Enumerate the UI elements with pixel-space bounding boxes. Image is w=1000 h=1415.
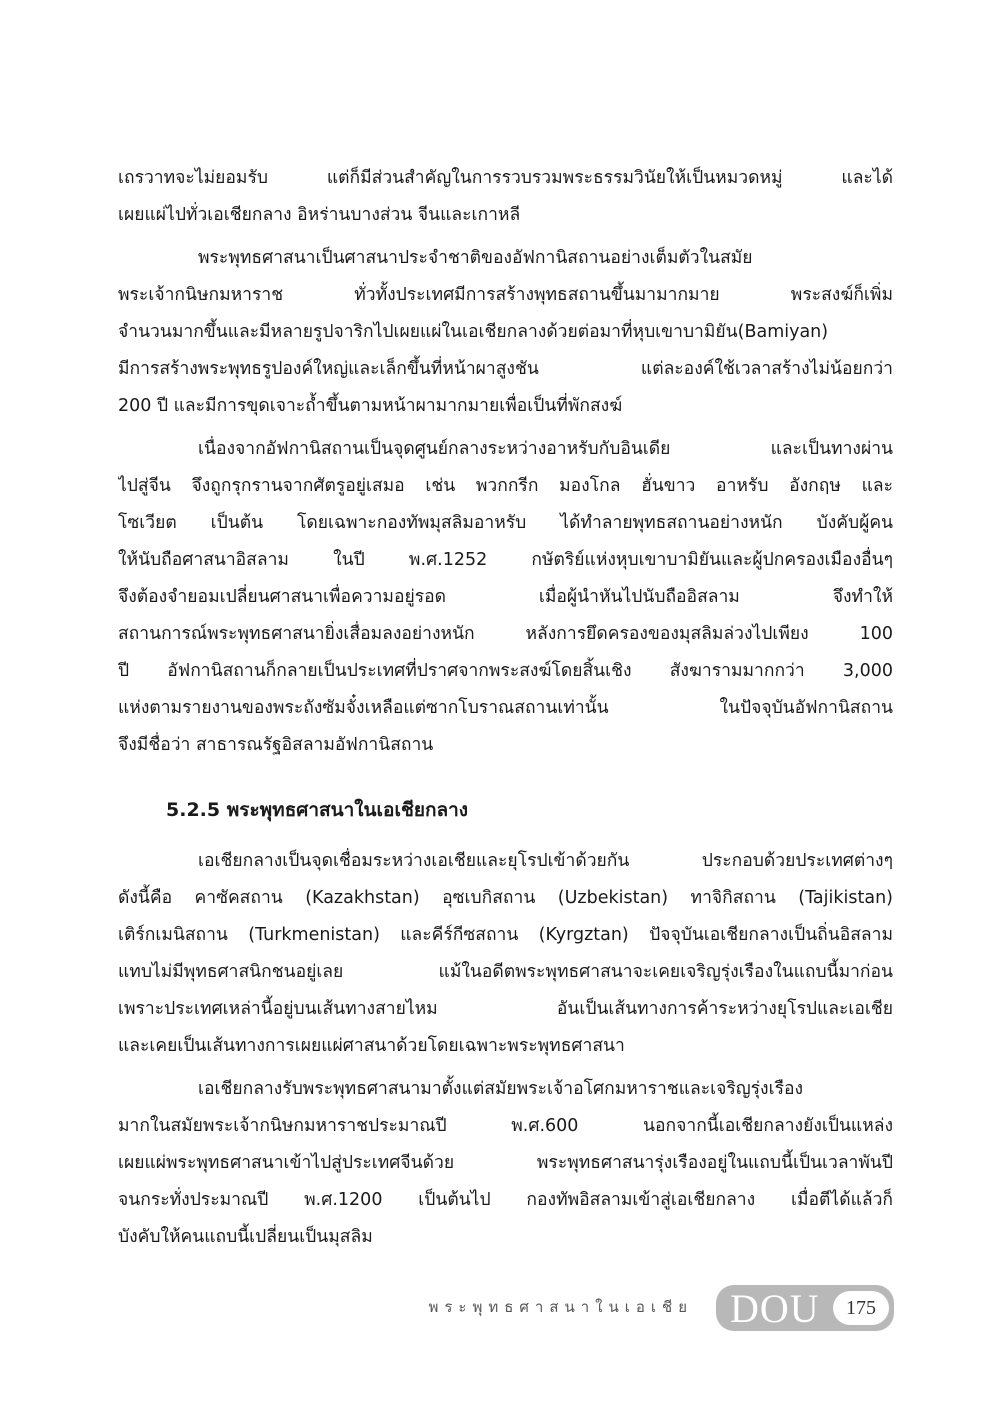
text-line: พระเจ้ากนิษกมหาราช ทั่วทั้งประเทศมีการสร้างพุทธสถานขึ้นมามากมาย พระสงฆ์ก็เพิ่ม: [118, 285, 893, 305]
text-line: เติร์กเมนิสถาน (Turkmenistan) และคีร์กีซสถาน (Kyrgztan) ปัจจุบันเอเชียกลางเป็นถิ่นอิสลาม: [118, 925, 893, 945]
body-text-top: [118, 160, 893, 766]
page-footer: [0, 1285, 1000, 1335]
text-line: สถานการณ์พระพุทธศาสนายิ่งเสื่อมลงอย่างหนัก หลังการยึดครองของมุสลิมล่วงไปเพียง 100: [118, 624, 893, 644]
text-line: ดังนี้คือ คาซัคสถาน (Kazakhstan) อุซเบกิสถาน (Uzbekistan) ทาจิกิสถาน (Tajikistan): [118, 888, 893, 908]
text-line: เอเชียกลางเป็นจุดเชื่อมระหว่างเอเชียและยุโรปเข้าด้วยกัน ประกอบด้วยประเทศต่างๆ: [198, 851, 893, 871]
paragraph-2: [118, 240, 893, 425]
text-line: พระพุทธศาสนาเป็นศาสนาประจำชาติของอัฟกานิสถานอย่างเต็มตัวในสมัย: [198, 248, 753, 268]
text-line: 200 ปี และมีการขุดเจาะถ้ำขึ้นตามหน้าผามากมายเพื่อเป็นที่พักสงฆ์: [118, 396, 623, 416]
paragraph-5: [118, 1071, 893, 1256]
text-line: เอเชียกลางรับพระพุทธศาสนามาตั้งแต่สมัยพระเจ้าอโศกมหาราชและเจริญรุ่งเรือง: [198, 1079, 804, 1099]
text-line: เนื่องจากอัฟกานิสถานเป็นจุดศูนย์กลางระหว่างอาหรับกับอินเดีย และเป็นทางผ่าน: [198, 439, 893, 459]
text-line: ปี อัฟกานิสถานก็กลายเป็นประเทศที่ปราศจากพระสงฆ์โดยสิ้นเชิง สังฆารามมากกว่า 3,000: [118, 661, 893, 681]
text-line: และเคยเป็นเส้นทางการเผยแผ่ศาสนาด้วยโดยเฉพาะพระพุทธศาสนา: [118, 1036, 625, 1056]
paragraph-1: [118, 160, 893, 234]
text-line: ไปสู่จีน จึงถูกรุกรานจากศัตรูอยู่เสมอ เช่น พวกกรีก มองโกล ฮั่นขาว อาหรับ อังกฤษ และ: [118, 476, 893, 496]
text-line: จนกระทั่งประมาณปี พ.ศ.1200 เป็นต้นไป กองทัพอิสลามเข้าสู่เอเชียกลาง เมื่อตีได้แล้วก็: [118, 1190, 893, 1210]
section-heading: 5.2.5 พระพุทธศาสนาในเอเชียกลาง: [166, 799, 469, 821]
paragraph-4: [118, 843, 893, 1065]
text-line: จึงมีชื่อว่า สาธารณรัฐอิสลามอัฟกานิสถาน: [118, 735, 434, 755]
text-line: ให้นับถือศาสนาอิสลาม ในปี พ.ศ.1252 กษัตริย์แห่งหุบเขาบามิยันและผู้ปกครองเมืองอื่นๆ: [118, 550, 893, 570]
text-line: มีการสร้างพระพุทธรูปองค์ใหญ่และเล็กขึ้นที่หน้าผาสูงชัน แต่ละองค์ใช้เวลาสร้างไม่น้อยกว่า: [118, 359, 893, 379]
dou-badge: [716, 1285, 894, 1331]
text-line: จึงต้องจำยอมเปลี่ยนศาสนาเพื่อความอยู่รอด เมื่อผู้นำหันไปนับถืออิสลาม จึงทำให้: [118, 587, 893, 607]
text-line: เผยแผ่พระพุทธศาสนาเข้าไปสู่ประเทศจีนด้วย พระพุทธศาสนารุ่งเรืองอยู่ในแถบนี้เป็นเวลาพันปี: [118, 1153, 893, 1173]
body-text-bottom: [118, 843, 893, 1258]
text-line: แทบไม่มีพุทธศาสนิกชนอยู่เลย แม้ในอดีตพระพุทธศาสนาจะเคยเจริญรุ่งเรืองในแถบนี้มาก่อน: [118, 962, 893, 982]
text-line: บังคับให้คนแถบนี้เปลี่ยนเป็นมุสลิม: [118, 1227, 373, 1247]
text-line: โซเวียต เป็นต้น โดยเฉพาะกองทัพมุสลิมอาหรับ ได้ทำลายพุทธสถานอย่างหนัก บังคับผู้คน: [118, 513, 893, 533]
dou-logo: DOU: [730, 1286, 820, 1331]
text-line: จำนวนมากขึ้นและมีหลายรูปจาริกไปเผยแผ่ในเอเชียกลางด้วยต่อมาที่หุบเขาบามิยัน(Bamiyan): [118, 322, 829, 342]
paragraph-3: [118, 431, 893, 764]
text-line: แห่งตามรายงานของพระถังซัมจั๋งเหลือแต่ซากโบราณสถานเท่านั้น ในปัจจุบันอัฟกานิสถาน: [118, 698, 893, 718]
text-line: เผยแผ่ไปทั่วเอเชียกลาง อิหร่านบางส่วน จีนและเกาหลี: [118, 205, 521, 225]
text-line: เถรวาทจะไม่ยอมรับ แต่ก็มีส่วนสำคัญในการรวบรวมพระธรรมวินัยให้เป็นหมวดหมู่ และได้: [118, 168, 893, 188]
text-line: มากในสมัยพระเจ้ากนิษกมหาราชประมาณปี พ.ศ.600 นอกจากนี้เอเชียกลางยังเป็นแหล่ง: [118, 1116, 893, 1136]
text-line: เพราะประเทศเหล่านี้อยู่บนเส้นทางสายไหม อันเป็นเส้นทางการค้าระหว่างยุโรปและเอเชีย: [118, 999, 893, 1019]
running-title: พระพุทธศาสนาในเอเชีย: [428, 1298, 693, 1316]
page-number: 175: [833, 1291, 889, 1325]
